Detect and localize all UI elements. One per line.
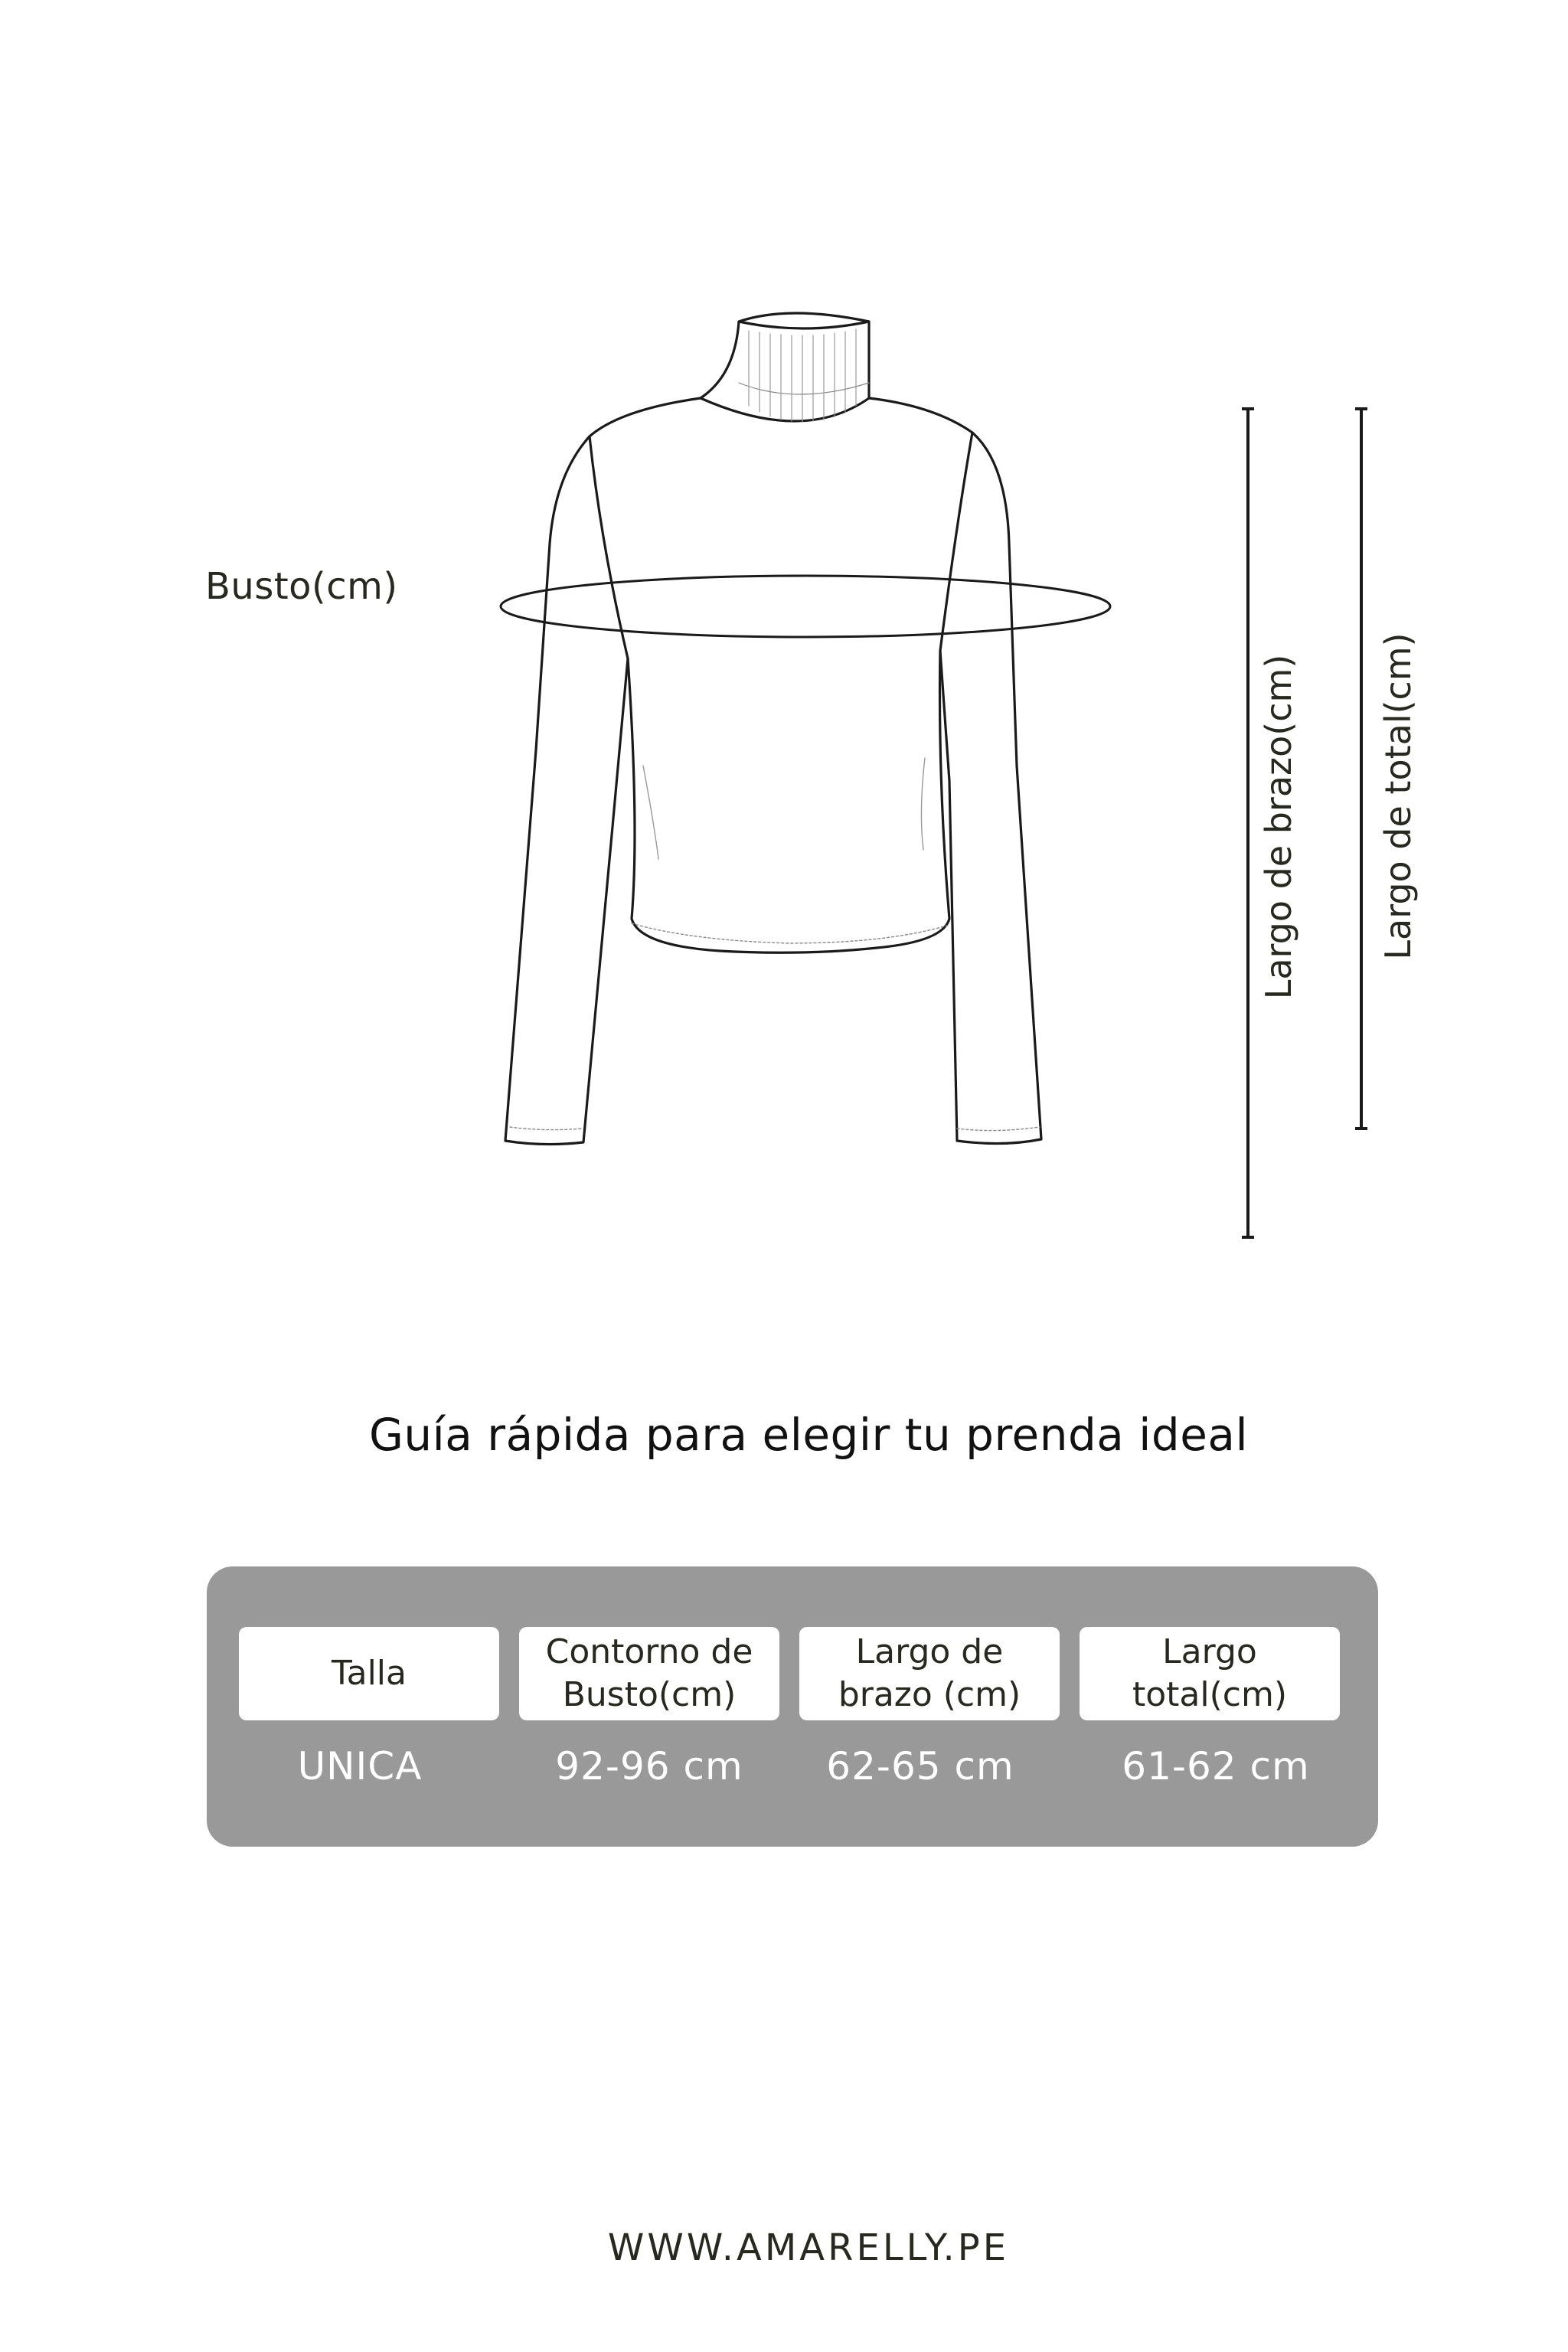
body-outline: [505, 398, 1041, 1145]
total-length-bar: [1360, 407, 1363, 1130]
total-length-label: Largo de total(cm): [1377, 632, 1419, 960]
arm-length-bar: [1246, 407, 1250, 1239]
header-talla: Talla: [239, 1627, 499, 1720]
bust-measure-ellipse: [501, 576, 1110, 637]
value-largo-total: 61-62 cm: [1122, 1744, 1310, 1788]
bust-label: Busto(cm): [205, 565, 398, 608]
total-bar-bottom-cap: [1355, 1127, 1367, 1130]
website-url: WWW.AMARELLY.PE: [607, 2226, 1010, 2269]
guide-title: Guía rápida para elegir tu prenda ideal: [368, 1409, 1249, 1461]
header-contorno-busto: Contorno de Busto(cm): [519, 1627, 779, 1720]
header-largo-brazo: Largo de brazo (cm): [799, 1627, 1060, 1720]
header-largo-total: Largo total(cm): [1080, 1627, 1340, 1720]
value-largo-brazo: 62-65 cm: [826, 1744, 1014, 1788]
value-talla: UNICA: [297, 1744, 423, 1788]
turtleneck-sweater-illustration: [459, 291, 1148, 1256]
arm-bar-bottom-cap: [1242, 1236, 1254, 1239]
arm-length-label: Largo de brazo(cm): [1258, 654, 1299, 1000]
collar: [701, 313, 869, 422]
value-contorno-busto: 92-96 cm: [555, 1744, 743, 1788]
size-table: [207, 1566, 1378, 1847]
